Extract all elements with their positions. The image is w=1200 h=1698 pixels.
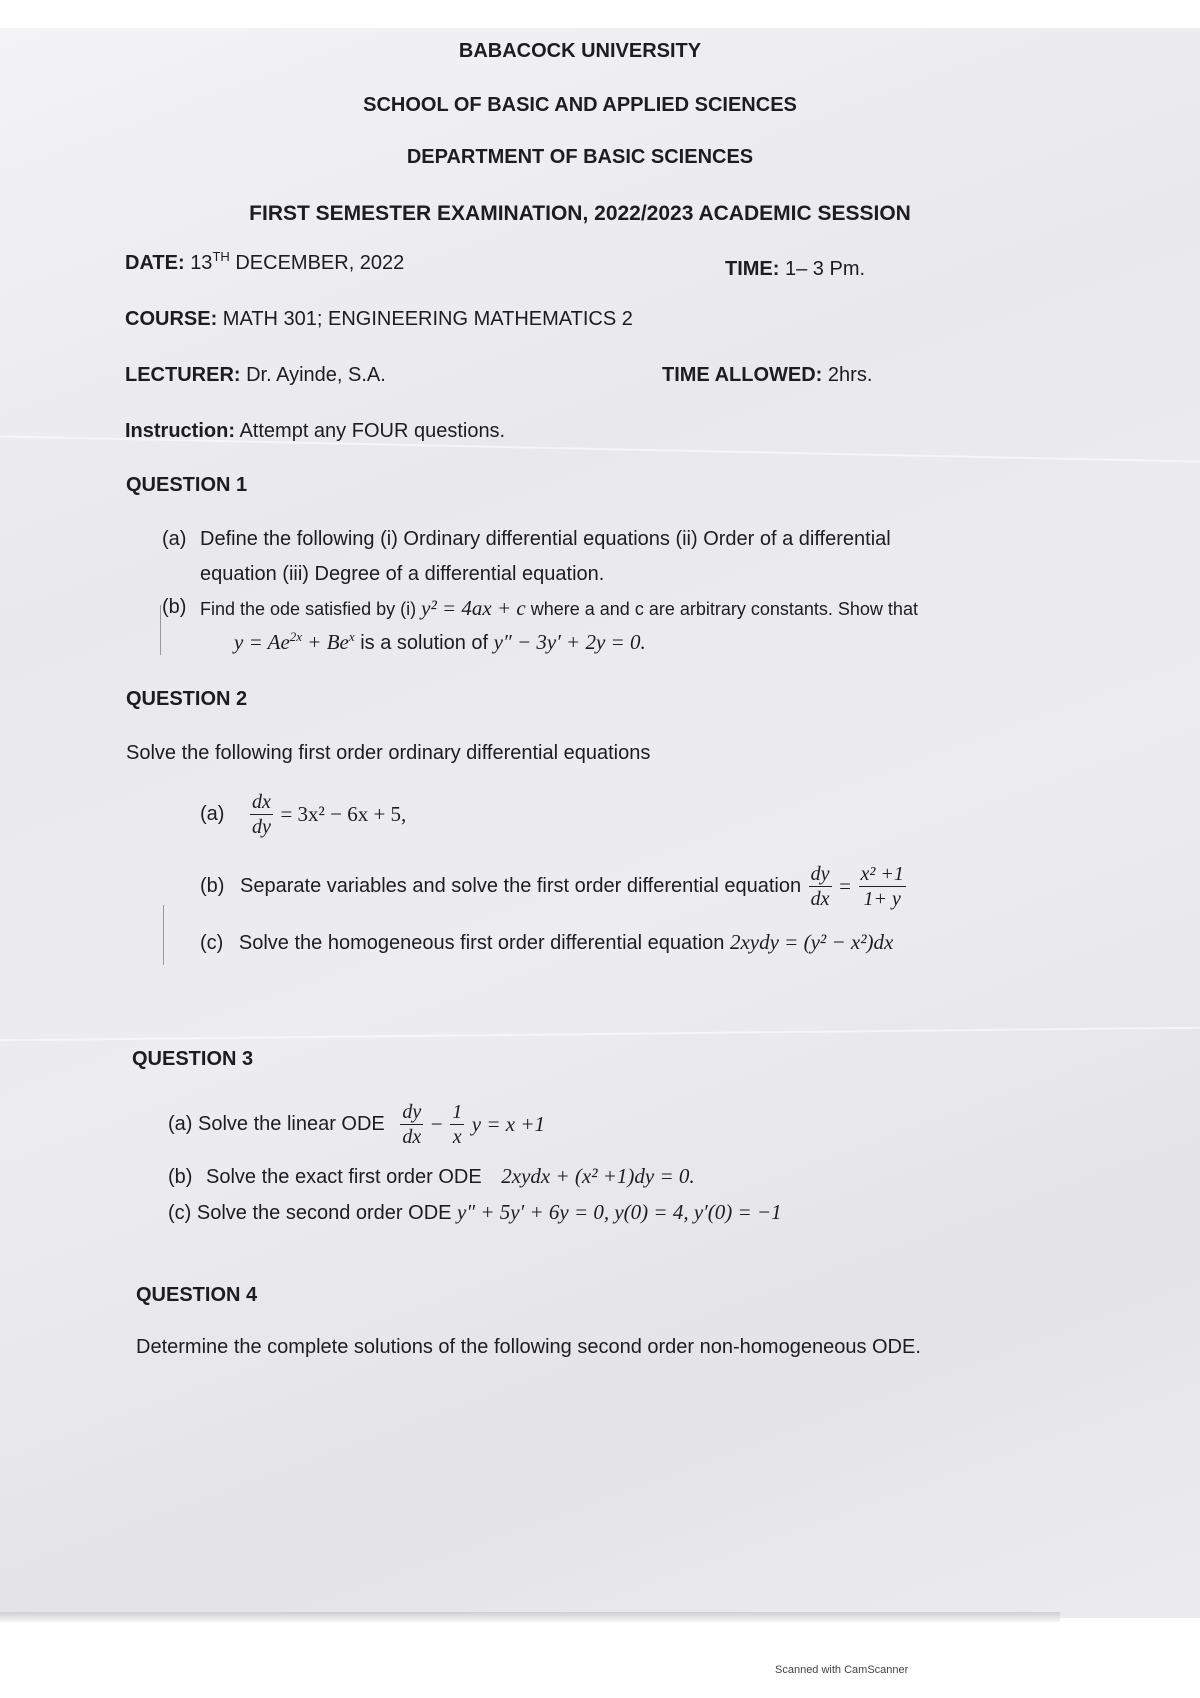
q1-b-equation3: y″ − 3y′ + 2y = 0. <box>493 630 646 654</box>
date-suffix: TH <box>212 249 230 264</box>
question-2-title: QUESTION 2 <box>126 688 248 710</box>
q1-b-text1: Find the ode satisfied by (i) <box>200 599 417 619</box>
instruction-value: Attempt any FOUR questions. <box>239 420 506 442</box>
q2-c-equation: 2xydy = (y² − x²)dx <box>729 930 894 954</box>
q3-a-minus: − <box>430 1112 443 1136</box>
exam-title: FIRST SEMESTER EXAMINATION, 2022/2023 ACADEMIC SESSION <box>249 202 911 225</box>
question-3-title: QUESTION 3 <box>132 1048 254 1070</box>
q2-a-label: (a) <box>200 803 225 825</box>
date-day: 13 <box>190 252 213 274</box>
q2-b-label: (b) <box>200 875 225 897</box>
lecturer-label: LECTURER: <box>125 364 241 386</box>
paper-edge <box>0 1612 1060 1622</box>
q3-a-fraction1: $\frac{dy}{dx}$ <box>402 1101 422 1148</box>
q2-c-label: (c) <box>200 932 224 954</box>
q2-b-equals: = <box>839 874 851 898</box>
date-line <box>125 249 405 275</box>
q3-a-rhs: y = x +1 <box>471 1112 545 1136</box>
q3-b-text: Solve the exact first order ODE <box>206 1166 482 1188</box>
time-allowed-line <box>662 364 872 387</box>
q2-b-fraction2: $\frac{\text{x² +1}}{1+ y}$ <box>860 863 904 910</box>
q2-b-text: Separate variables and solve the first order differential equation <box>240 875 802 897</box>
department-title: DEPARTMENT OF BASIC SCIENCES <box>406 146 754 168</box>
q2-a-fraction: $\frac{dx}{dy}$ <box>252 791 271 838</box>
q1-a-line2: equation (iii) Degree of a differential equation. <box>200 563 605 585</box>
q3-a-label: (a) <box>168 1113 193 1135</box>
q2-a-rhs: = 3x² − 6x + 5, <box>280 802 407 826</box>
question-4-title: QUESTION 4 <box>136 1284 258 1306</box>
time-label: TIME: <box>725 258 780 280</box>
q3-b-label: (b) <box>168 1166 193 1188</box>
lecturer-line <box>125 364 386 387</box>
time-line <box>725 258 865 281</box>
course-line <box>125 308 633 331</box>
course-value: MATH 301; ENGINEERING MATHEMATICS 2 <box>222 308 633 330</box>
q1-b-label: (b) <box>162 596 187 618</box>
q3-a-text: Solve the linear ODE <box>198 1113 385 1135</box>
margin-mark <box>160 605 161 655</box>
q1-b-text2: where a and c are arbitrary constants. Show that <box>530 599 918 619</box>
q3-c-equation: y″ + 5y′ + 6y = 0, y(0) = 4, y′(0) = −1 <box>457 1200 782 1224</box>
instruction-label: Instruction: <box>125 420 235 442</box>
instruction-line <box>125 420 505 443</box>
time-value: 1– 3 Pm. <box>785 258 866 280</box>
q2-intro: Solve the following first order ordinary differential equations <box>126 742 651 764</box>
margin-mark <box>163 905 164 965</box>
q3-b-line <box>168 1164 695 1189</box>
time-allowed-label: TIME ALLOWED: <box>662 364 823 386</box>
q2-c-text: Solve the homogeneous first order differential equation <box>238 932 725 954</box>
q2-c-line <box>200 930 893 955</box>
q1-b-text3: is a solution of <box>360 632 489 654</box>
time-allowed-value: 2hrs. <box>827 364 873 386</box>
q1-b-equation2: $y = Ae^{2x} + Be^x$ <box>234 629 355 654</box>
university-title: BABACOCK UNIVERSITY <box>458 40 702 62</box>
q4-text: Determine the complete solutions of the following second order non-homogeneous ODE. <box>136 1336 921 1358</box>
q3-c-text: Solve the second order ODE <box>196 1202 452 1224</box>
q1-a-label: (a) <box>162 528 187 550</box>
q1-a-line1: Define the following (i) Ordinary differential equations (ii) Order of a differential <box>200 528 891 550</box>
q1-b-equation1: y² = 4ax + c <box>421 596 526 620</box>
course-label: COURSE: <box>125 308 218 330</box>
q3-c-line <box>168 1200 782 1225</box>
school-title: SCHOOL OF BASIC AND APPLIED SCIENCES <box>363 94 797 116</box>
paper-crease <box>0 1027 1200 1042</box>
q1-b-line2 <box>234 630 646 655</box>
date-month-year: DECEMBER, 2022 <box>235 252 405 274</box>
scanner-watermark: Scanned with CamScanner <box>775 1664 909 1676</box>
q3-b-equation: 2xydx + (x² +1)dy = 0. <box>501 1164 695 1188</box>
question-1-title: QUESTION 1 <box>126 474 248 496</box>
q3-a-fraction2: $\frac{1}{x}$ <box>452 1101 463 1148</box>
q2-b-line <box>200 862 908 911</box>
q3-a-line <box>168 1100 545 1149</box>
q2-b-fraction1: $\frac{dy}{dx}$ <box>810 863 830 910</box>
date-label: DATE: <box>125 252 185 274</box>
q1-b-line1 <box>200 596 918 621</box>
q2-a-line <box>200 790 406 839</box>
q3-c-label: (c) <box>168 1202 192 1224</box>
lecturer-value: Dr. Ayinde, S.A. <box>246 364 386 386</box>
